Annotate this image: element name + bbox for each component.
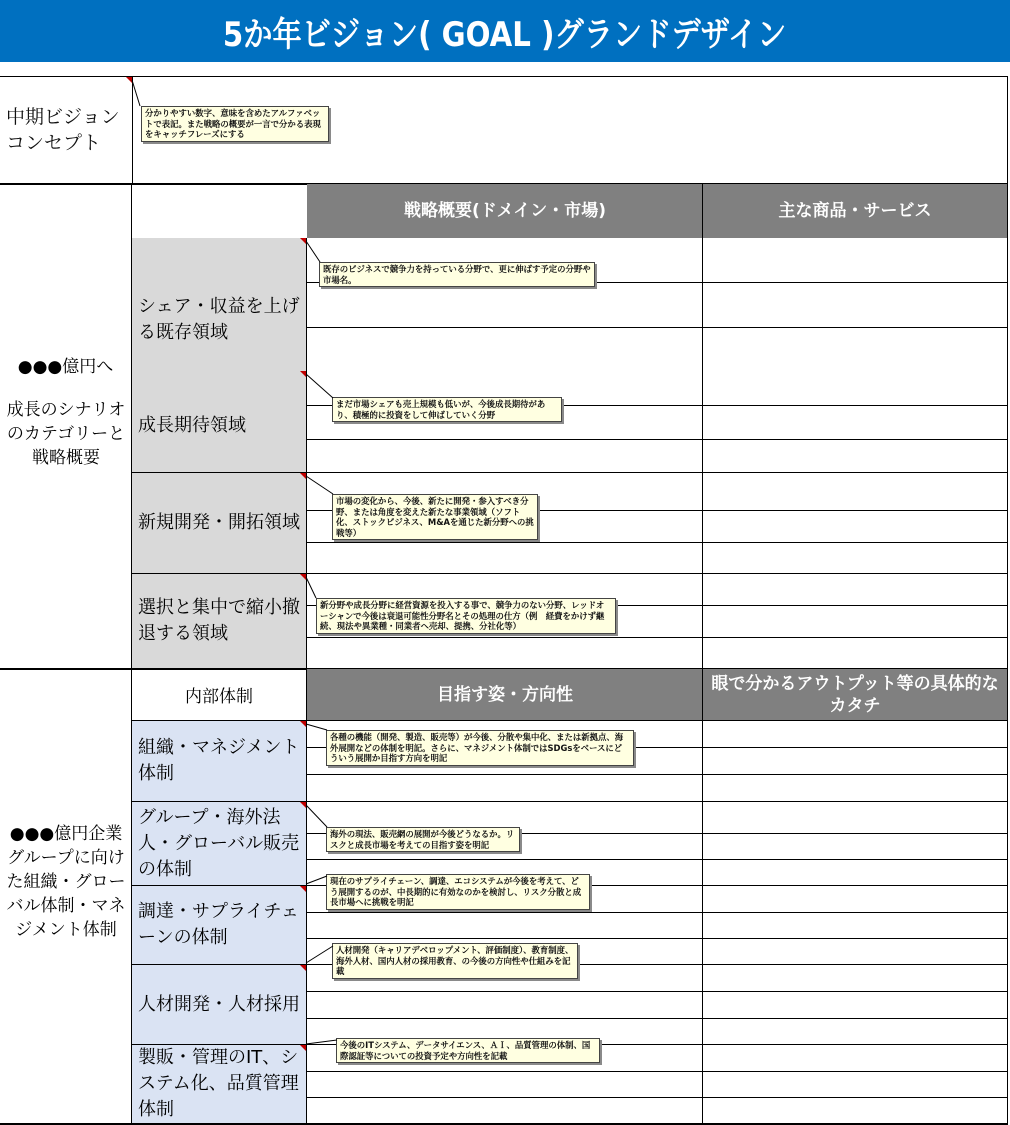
- concept-note: 分かりやすい数字、意味を含めたアルファベットで表記。また戦略の概要が一言で分かる表現をキャッチフレーズにする: [141, 106, 329, 142]
- page-title: 5か年ビジョン( GOAL )グランドデザイン: [223, 14, 787, 55]
- divider: [131, 573, 1008, 574]
- row-line: [307, 1097, 1007, 1098]
- row-line: [307, 859, 1007, 860]
- row-line: [307, 327, 1007, 328]
- internal-note-hr: 人材開発（キャリアデベロップメント、評価制度）、教育制度、海外人材、国内人材の採用教育、の今後の方向性や仕組みを記載: [332, 943, 578, 979]
- divider: [131, 472, 1008, 473]
- strategy-note-growth: まだ市場シェアも売上規模も低いが、今後成長期待があり、積極的に投資をして伸ばしていく分野: [332, 397, 562, 422]
- internal-note-procurement: 現在のサプライチェーン、調達、エコシステムが今後を考えて、どう展開するのが、中長期的に有効なのかを検討し、リスク分散と成長市場へに挑戦を明記: [326, 874, 590, 910]
- comment-marker-icon[interactable]: [300, 371, 306, 377]
- divider: [1007, 76, 1008, 1125]
- divider: [702, 669, 703, 1125]
- category-label: 調達・サプライチェーンの体制: [138, 901, 299, 948]
- internal-category-global: [132, 802, 306, 885]
- internal-note-global: 海外の現法、販売網の展開が今後どうなるか。リスクと成長市場を考えての目指す姿を明記: [326, 827, 520, 852]
- divider: [702, 184, 703, 668]
- strategy-category-growth: [132, 382, 306, 470]
- strategy-note-retreat: 新分野や成長分野に経営資源を投入する事で、競争力のない分野、レッドオーシャンで今後は衰退可能性分野名とその処理の仕方（例 経費をかけず継続、現法や異業種・同業者へ売却、提携、分社化等）: [316, 598, 616, 634]
- row-line: [307, 912, 1007, 913]
- header-strategy-overview: 戦略概要(ドメイン・市場): [307, 184, 703, 238]
- internal-category-procurement: [132, 886, 306, 964]
- header-visible-output: 眼で分かるアウトプット等の具体的なカタチ: [703, 669, 1007, 720]
- category-label: グループ・海外法人・グローバル販売の体制: [138, 806, 300, 880]
- divider: [306, 238, 307, 668]
- comment-marker-icon[interactable]: [300, 802, 306, 808]
- header-main-products: 主な商品・サービス: [703, 184, 1007, 238]
- divider: [131, 801, 1008, 802]
- internal-target-label: ●●●億円企業グループに向けた組織・グローバル体制・マネジメント体制: [6, 824, 126, 940]
- category-label: 成長期待領域: [138, 415, 246, 436]
- comment-marker-icon[interactable]: [300, 238, 306, 244]
- category-label: 人材開発・人材採用: [138, 993, 300, 1015]
- strategy-category-new: [132, 473, 306, 573]
- header-internal-structure: 内部体制: [185, 687, 253, 707]
- row-line: [307, 991, 1007, 992]
- comment-marker-icon[interactable]: [300, 574, 306, 580]
- row-line: [307, 938, 1007, 939]
- comment-marker-icon[interactable]: [300, 886, 306, 892]
- comment-marker-icon[interactable]: [300, 1045, 306, 1051]
- title-bar: [0, 0, 1010, 62]
- category-label: シェア・収益を上げる既存領域: [138, 296, 300, 343]
- category-label: 新規開発・開拓領域: [138, 512, 300, 533]
- internal-note-it: 今後のITシステム、データサイエンス、ＡＩ、品質管理の体制、国際認証等についての投資予定や方向性を記載: [336, 1038, 600, 1063]
- internal-category-organization: [132, 721, 306, 801]
- internal-category-it: [132, 1045, 306, 1123]
- row-line: [307, 774, 1007, 775]
- category-label: 組織・マネジメント体制: [138, 737, 300, 784]
- internal-note-organization: 各種の機能（開発、製造、販売等）が今後、分散や集中化、または新拠点、海外展開などの体制を明記。さらに、マネジメント体制ではSDGsをベースにどういう展開か目指す方向を明記: [326, 730, 634, 766]
- row-line: [307, 1071, 1007, 1072]
- row-line: [307, 1018, 1007, 1019]
- strategy-note-existing: 既存のビジネスで競争力を持っている分野で、更に伸ばす予定の分野や市場名。: [319, 262, 595, 287]
- comment-marker-icon[interactable]: [300, 473, 306, 479]
- concept-label: 中期ビジョンコンセプト: [6, 106, 120, 154]
- comment-marker-icon[interactable]: [300, 965, 306, 971]
- row-line: [307, 637, 1007, 638]
- internal-category-hr: [132, 965, 306, 1044]
- category-label: 製販・管理のIT、システム化、品質管理体制: [138, 1047, 299, 1120]
- header-target-direction: 目指す姿・方向性: [307, 669, 703, 720]
- divider: [306, 669, 307, 1125]
- strategy-note-new: 市場の変化から、今後、新たに開発・参入すべき分野、または角度を変えた新たな事業領域（ソフト化、ストックビジネス、M&Aを通じた新分野への挑戦等）: [332, 494, 538, 540]
- strategy-category-retreat: [132, 574, 306, 668]
- row-line: [307, 439, 1007, 440]
- row-line: [307, 542, 1007, 543]
- strategy-scenario-label: 成長のシナリオのカテゴリーと戦略概要: [6, 400, 126, 468]
- comment-marker-icon[interactable]: [126, 77, 132, 83]
- comment-marker-icon[interactable]: [300, 721, 306, 727]
- category-label: 選択と集中で縮小撤退する領域: [138, 597, 300, 644]
- strategy-target-label: ●●●億円へ: [17, 357, 114, 377]
